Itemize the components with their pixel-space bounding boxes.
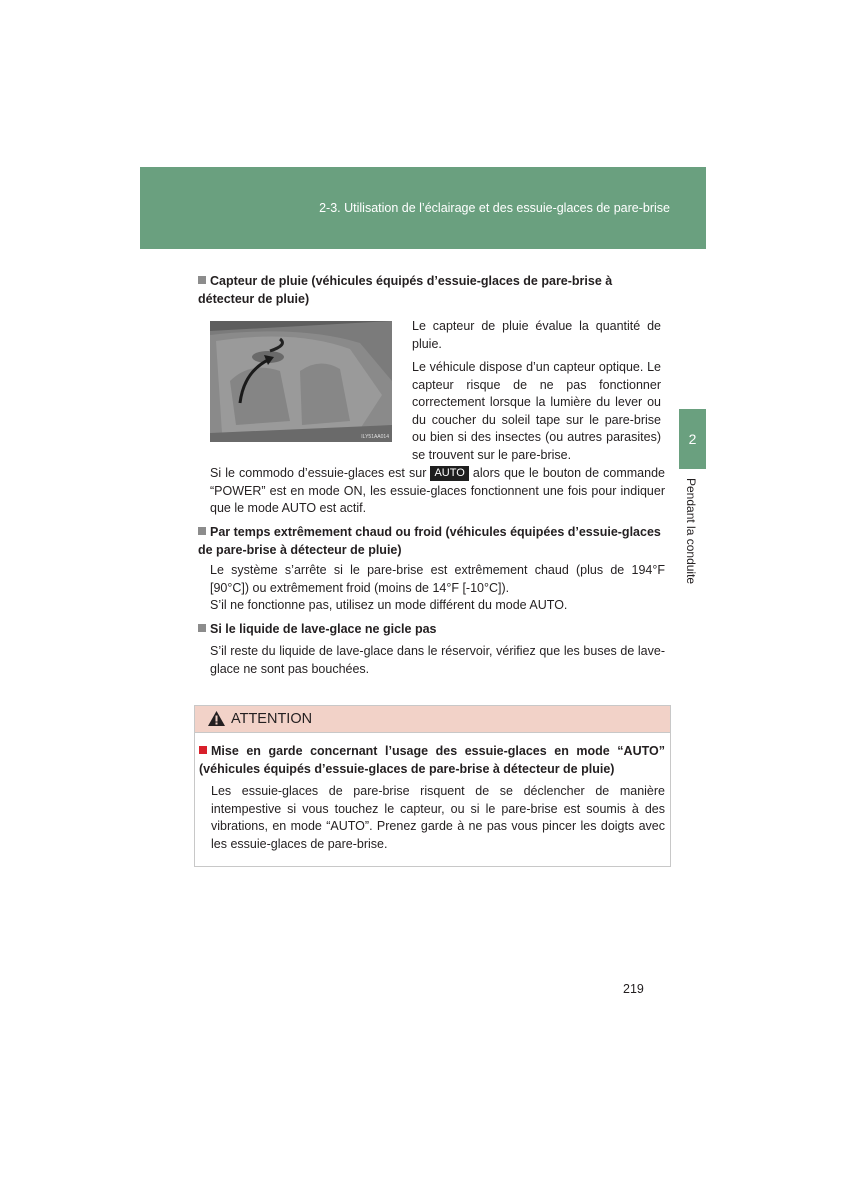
rain-sensor-para-1: Le capteur de pluie évalue la quantité de pluie. xyxy=(412,319,661,351)
header-band xyxy=(140,167,706,249)
rain-sensor-photo xyxy=(210,321,392,442)
temperature-heading: Par temps extrêmement chaud ou froid (véhicules équipées d’essuie-glaces de pare-brise à détecteur de pluie) xyxy=(198,525,661,557)
attention-header xyxy=(195,706,670,733)
attention-body: Les essuie-glaces de pare-brise risquent de se déclencher de manière intempestive si vous touchez le capteur, ou si le pare-brise est soumis à des vibrations, en mode “AUTO”. Prenez garde à ne pas vous pincer les doigts avec les essuie-glaces de pare-brise. xyxy=(211,784,665,851)
page-number: 219 xyxy=(623,982,644,996)
attention-box xyxy=(194,705,671,867)
gray-bullet-icon xyxy=(198,276,206,284)
rain-sensor-para-3: Si le commodo d’essuie-glaces est sur AUTO alors que le bouton de commande “POWER” est en mode ON, les essuie-glaces fonctionnent une fois pour indiquer que le mode AUTO est actif. xyxy=(210,466,665,515)
chapter-label: Pendant la conduite xyxy=(684,478,698,585)
washer-heading: Si le liquide de lave-glace ne gicle pas xyxy=(198,621,668,639)
gray-bullet-icon xyxy=(198,624,206,632)
section-title: 2-3. Utilisation de l’éclairage et des essuie-glaces de pare-brise xyxy=(319,201,670,215)
chapter-tab: 2 xyxy=(679,409,706,469)
rain-sensor-para-2: Le véhicule dispose d’un capteur optique. Le capteur risque de ne pas fonctionner correctement lorsque la lumière du lever ou du coucher du soleil tape sur le pare-brise ou bien si des insectes (ou autres parasites) se trouvent sur le pare-brise. xyxy=(412,360,661,462)
gray-bullet-icon xyxy=(198,527,206,535)
windshield-illustration xyxy=(210,321,392,442)
rain-sensor-heading: Capteur de pluie (véhicules équipés d’essuie-glaces de pare-brise à détecteur de pluie) xyxy=(198,274,613,306)
washer-para: S’il reste du liquide de lave-glace dans le réservoir, vérifiez que les buses de lave-glace ne sont pas bouchées. xyxy=(210,644,665,676)
warning-triangle-icon xyxy=(207,710,226,727)
temperature-para-2: S’il ne fonctionne pas, utilisez un mode différent du mode AUTO. xyxy=(210,598,568,612)
attention-title: ATTENTION xyxy=(231,711,313,727)
image-code: ILY51AA014 xyxy=(361,434,389,440)
red-bullet-icon xyxy=(199,746,207,754)
temperature-para-1: Le système s’arrête si le pare-brise est extrêmement chaud (plus de 194°F [90°C]) ou extrêmement froid (moins de 14°F [-10°C]). xyxy=(210,563,665,595)
auto-mode-label: AUTO xyxy=(430,466,468,481)
attention-heading: Mise en garde concernant l’usage des essuie-glaces en mode “AUTO” (véhicules équipés d’essuie-glaces de pare-brise à détecteur de pluie) xyxy=(199,744,665,776)
